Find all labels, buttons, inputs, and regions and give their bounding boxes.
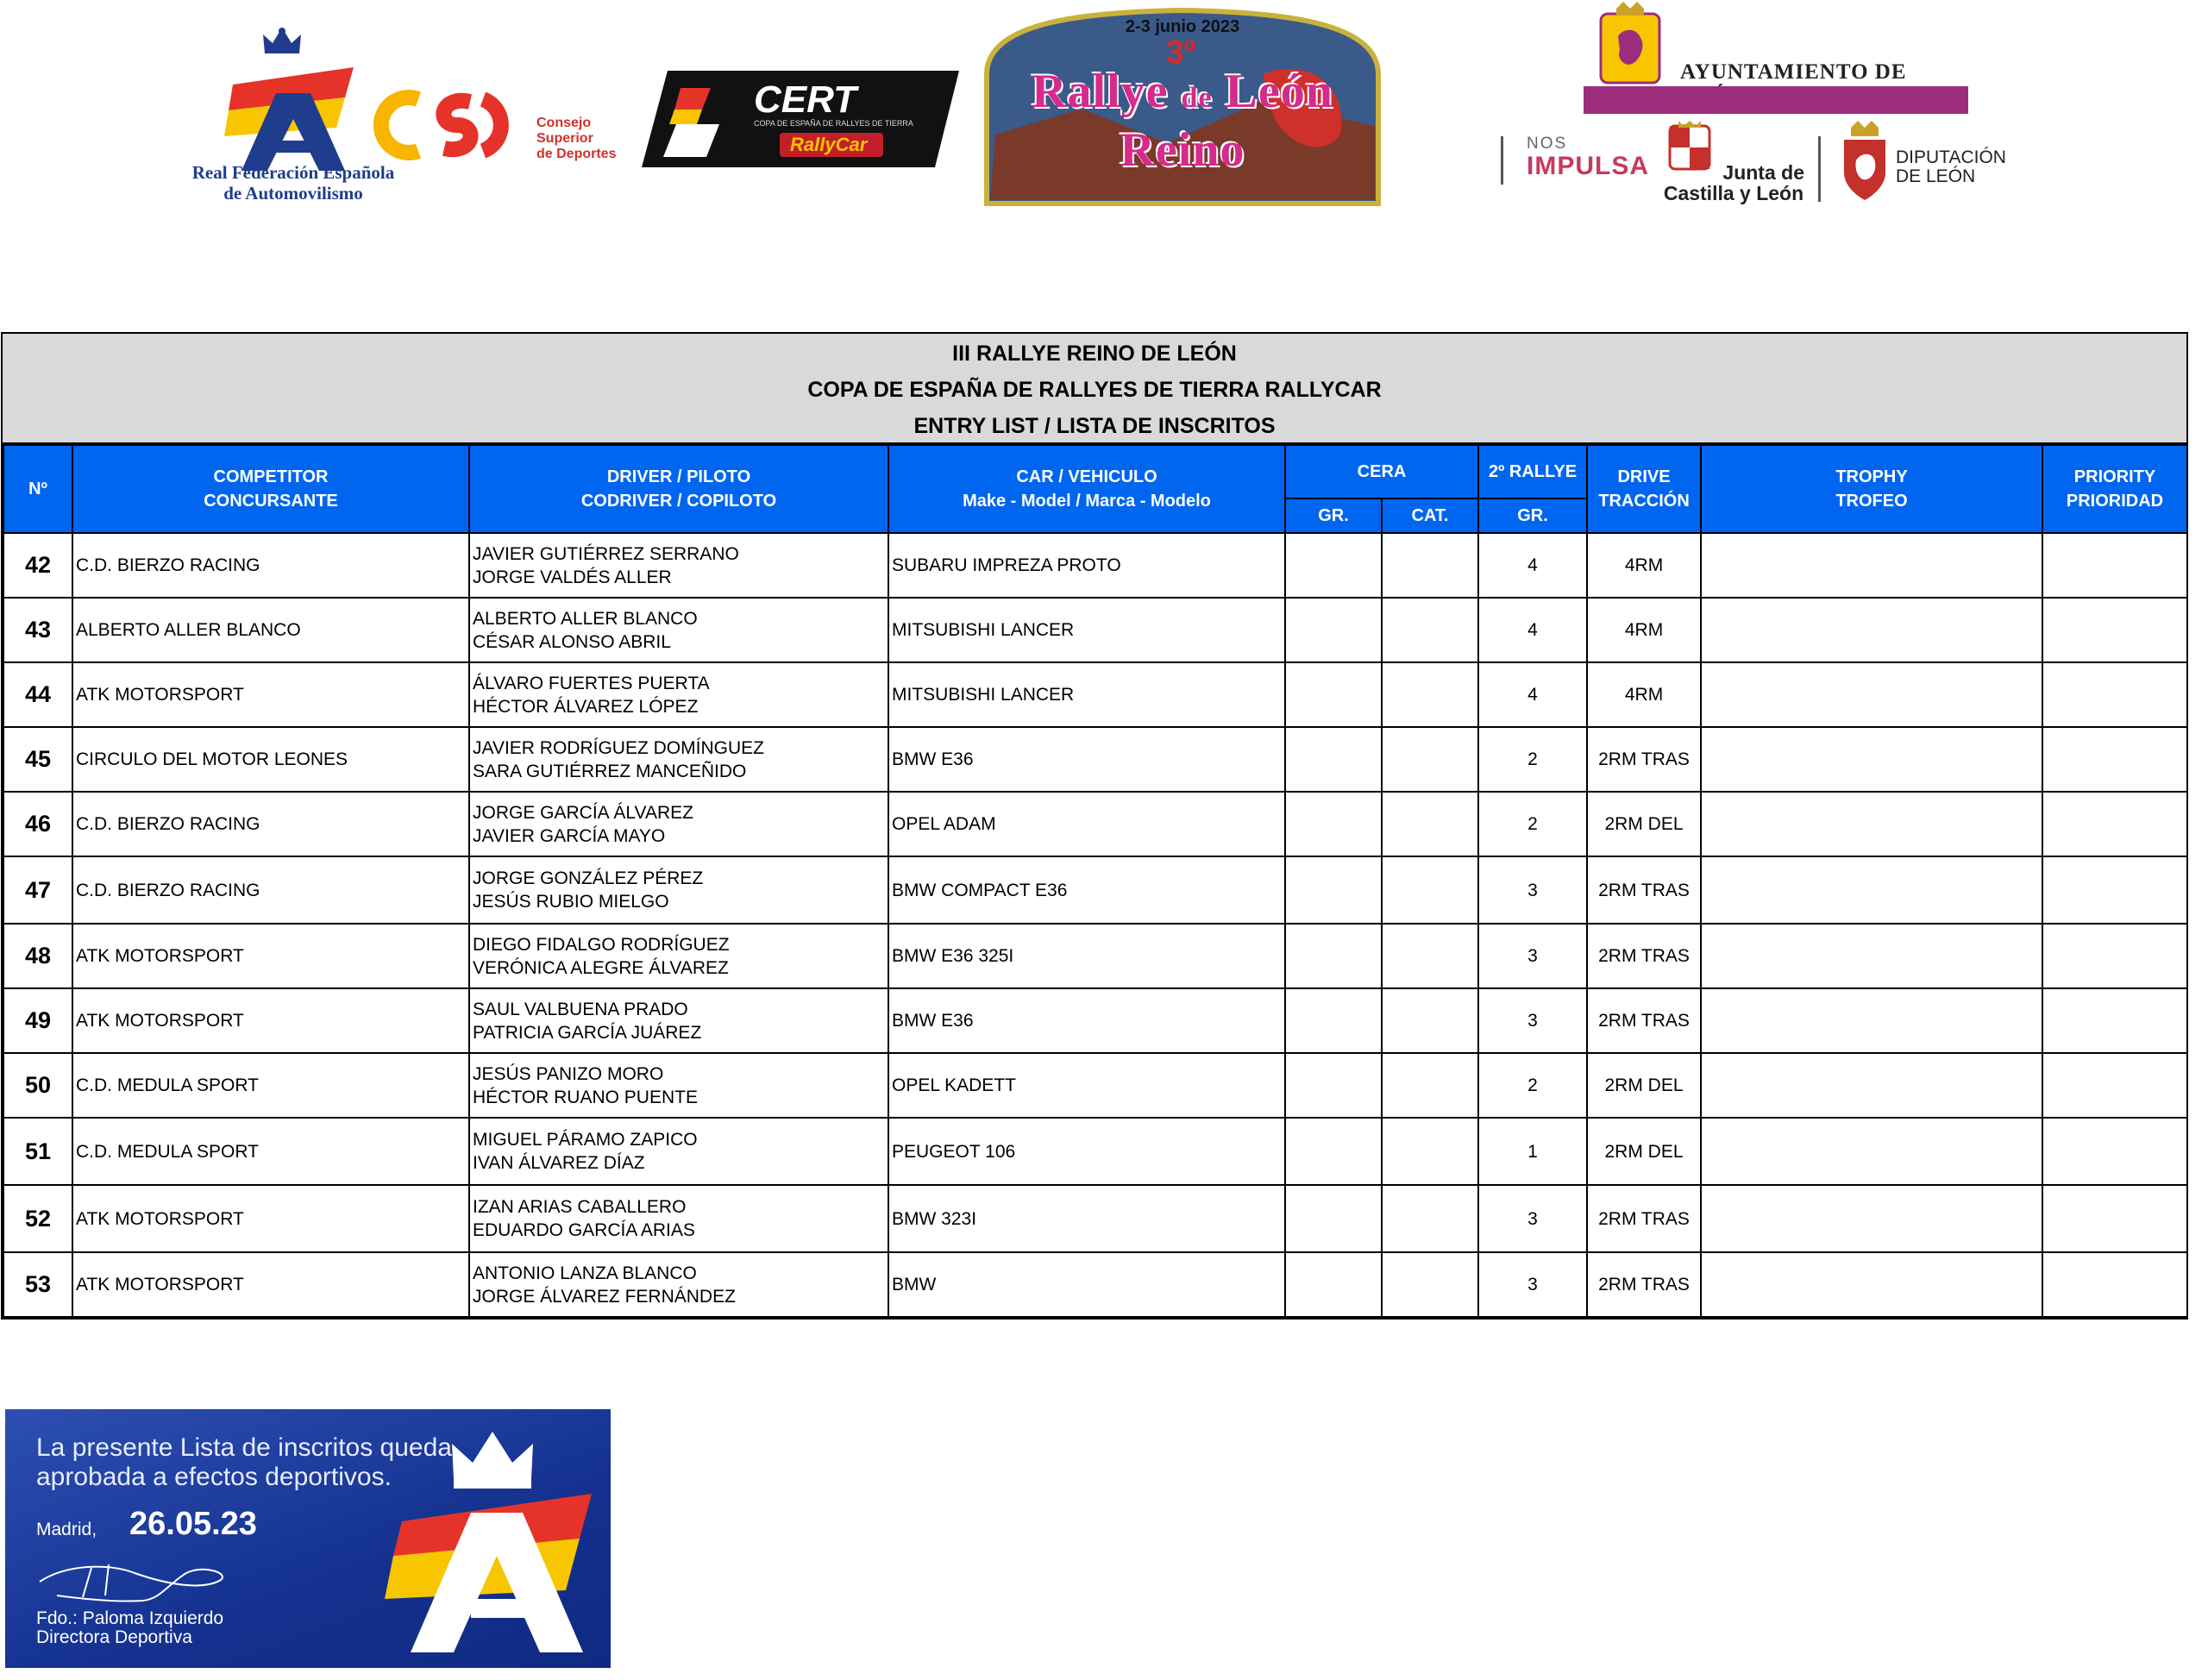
cell-cera-cat: [1382, 598, 1478, 662]
cell-priority: [2042, 792, 2187, 856]
cell-cera-cat: [1382, 727, 1478, 792]
cell-priority: [2042, 533, 2187, 598]
col-cera: CERA: [1285, 445, 1478, 498]
cell-gr: 3: [1478, 1252, 1587, 1317]
cell-priority: [2042, 1053, 2187, 1118]
cell-gr: 3: [1478, 924, 1587, 988]
col-rallye2: 2º RALLYE: [1478, 445, 1587, 498]
cell-no: 50: [3, 1053, 72, 1118]
driver-name: JAVIER GUTIÉRREZ SERRANO: [473, 543, 739, 564]
cell-drive: 2RM TRAS: [1587, 924, 1701, 988]
cell-no: 49: [3, 988, 72, 1053]
cell-driver: [469, 1118, 888, 1185]
cell-cera-cat: [1382, 1053, 1478, 1118]
cell-cera-gr: [1285, 1118, 1382, 1185]
cell-competitor: C.D. MEDULA SPORT: [72, 1118, 469, 1185]
cell-car: MITSUBISHI LANCER: [888, 598, 1285, 662]
cell-cera-gr: [1285, 1185, 1382, 1252]
cell-driver: [469, 727, 888, 792]
table-row: [3, 662, 2187, 727]
cell-cera-gr: [1285, 988, 1382, 1053]
rfeda-a-icon: [385, 1426, 600, 1661]
driver-name: IZAN ARIAS CABALLERO: [473, 1197, 687, 1217]
cell-gr: 3: [1478, 1185, 1587, 1252]
codriver-name: PATRICIA GARCÍA JUÁREZ: [473, 1022, 702, 1043]
col-drive: DRIVE TRACCIÓN: [1587, 445, 1701, 533]
table-row: [3, 727, 2187, 792]
cell-trophy: [1701, 792, 2042, 856]
cell-trophy: [1701, 662, 2042, 727]
cell-competitor: ATK MOTORSPORT: [72, 662, 469, 727]
cell-cera-gr: [1285, 792, 1382, 856]
cell-no: 51: [3, 1118, 72, 1185]
rfeda-a-icon: [224, 59, 362, 179]
driver-name: ÁLVARO FUERTES PUERTA: [473, 673, 710, 693]
cell-competitor: C.D. MEDULA SPORT: [72, 1053, 469, 1118]
codriver-name: JAVIER GARCÍA MAYO: [473, 825, 666, 846]
cell-car: BMW E36 325I: [888, 924, 1285, 988]
cell-trophy: [1701, 988, 2042, 1053]
cell-trophy: [1701, 1053, 2042, 1118]
rallye-plate-logo: [978, 5, 1387, 209]
table-row: [3, 856, 2187, 924]
junta-line1: Junta de: [1722, 161, 1804, 184]
cell-trophy: [1701, 856, 2042, 924]
cell-drive: 2RM DEL: [1587, 1053, 1701, 1118]
csd-line3: de Deportes: [536, 147, 617, 161]
cell-gr: 3: [1478, 856, 1587, 924]
cell-car: PEUGEOT 106: [888, 1118, 1285, 1185]
stamp-date: 26.05.23: [129, 1506, 257, 1542]
cell-cera-cat: [1382, 988, 1478, 1053]
cell-priority: [2042, 662, 2187, 727]
cell-competitor: ATK MOTORSPORT: [72, 1252, 469, 1317]
table-row: [3, 924, 2187, 988]
rfeda-name-line1: Real Federación Española: [191, 162, 395, 183]
cell-trophy: [1701, 1118, 2042, 1185]
junta-line2: Castilla y León: [1663, 182, 1804, 204]
csd-line2: Superior: [536, 131, 593, 146]
plate-connector: de: [1181, 82, 1213, 114]
junta-logo: [1656, 119, 1811, 205]
nos-impulsa-logo: [1501, 129, 1665, 190]
table-row: [3, 533, 2187, 598]
table-title: [3, 334, 2186, 444]
cell-drive: 2RM DEL: [1587, 792, 1701, 856]
cell-cera-gr: [1285, 924, 1382, 988]
plate-dates: 2-3 junio 2023: [1125, 17, 1240, 36]
cell-cera-cat: [1382, 1118, 1478, 1185]
cell-cera-gr: [1285, 856, 1382, 924]
cell-driver: [469, 988, 888, 1053]
cell-driver: [469, 1252, 888, 1317]
cell-car: BMW 323I: [888, 1185, 1285, 1252]
cell-gr: 3: [1478, 988, 1587, 1053]
ayuntamiento-bar: [1584, 86, 1968, 114]
cell-competitor: C.D. BIERZO RACING: [72, 792, 469, 856]
col-priority: PRIORITY PRIORIDAD: [2042, 445, 2187, 533]
cell-cera-cat: [1382, 1185, 1478, 1252]
codriver-name: HÉCTOR ÁLVAREZ LÓPEZ: [473, 696, 699, 717]
cell-drive: 2RM TRAS: [1587, 727, 1701, 792]
csd-line1: Consejo: [536, 116, 592, 130]
table-row: [3, 1252, 2187, 1317]
col-rallye2-gr: GR.: [1478, 498, 1587, 533]
cell-cera-cat: [1382, 1252, 1478, 1317]
stamp-signer: Fdo.: Paloma Izquierdo: [36, 1608, 224, 1628]
cell-competitor: C.D. BIERZO RACING: [72, 856, 469, 924]
driver-name: JESÚS PANIZO MORO: [473, 1063, 664, 1084]
cell-gr: 2: [1478, 1053, 1587, 1118]
col-cera-gr: GR.: [1285, 498, 1382, 533]
approval-stamp: [5, 1409, 611, 1668]
plate-edition: 3º: [1165, 34, 1196, 71]
cell-drive: 4RM: [1587, 533, 1701, 598]
codriver-name: HÉCTOR RUANO PUENTE: [473, 1087, 698, 1107]
cell-cera-gr: [1285, 662, 1382, 727]
cell-gr: 2: [1478, 727, 1587, 792]
codriver-name: CÉSAR ALONSO ABRIL: [473, 631, 671, 652]
cell-driver: [469, 792, 888, 856]
cell-car: BMW COMPACT E36: [888, 856, 1285, 924]
cell-priority: [2042, 727, 2187, 792]
col-trophy: TROPHY TROFEO: [1701, 445, 2042, 533]
driver-name: MIGUEL PÁRAMO ZAPICO: [473, 1130, 698, 1150]
stamp-role: Directora Deportiva: [36, 1627, 192, 1647]
cell-trophy: [1701, 727, 2042, 792]
cell-driver: [469, 533, 888, 598]
cell-priority: [2042, 856, 2187, 924]
cell-cera-cat: [1382, 533, 1478, 598]
driver-name: ALBERTO ALLER BLANCO: [473, 608, 698, 629]
cert-badge: RallyCar: [790, 134, 868, 155]
driver-name: ANTONIO LANZA BLANCO: [473, 1263, 697, 1283]
cell-no: 43: [3, 598, 72, 662]
cell-priority: [2042, 1252, 2187, 1317]
col-driver: DRIVER / PILOTO CODRIVER / COPILOTO: [469, 445, 888, 533]
cell-car: OPEL KADETT: [888, 1053, 1285, 1118]
plate-line1: Rallye: [1032, 65, 1169, 118]
cell-car: BMW: [888, 1252, 1285, 1317]
cell-competitor: C.D. BIERZO RACING: [72, 533, 469, 598]
plate-line3: León: [1225, 65, 1333, 118]
driver-name: JORGE GONZÁLEZ PÉREZ: [473, 868, 704, 888]
cell-cera-gr: [1285, 598, 1382, 662]
cell-drive: 2RM TRAS: [1587, 988, 1701, 1053]
cell-competitor: CIRCULO DEL MOTOR LEONES: [72, 727, 469, 792]
diputacion-shield-icon: [1839, 121, 1891, 204]
cell-no: 44: [3, 662, 72, 727]
cell-gr: 4: [1478, 598, 1587, 662]
rfeda-name-line2: de Automovilismo: [223, 183, 363, 204]
cell-no: 42: [3, 533, 72, 598]
cell-no: 46: [3, 792, 72, 856]
cell-cera-cat: [1382, 662, 1478, 727]
cert-logo: [642, 71, 959, 167]
cell-drive: 4RM: [1587, 662, 1701, 727]
table-row: [3, 598, 2187, 662]
cell-no: 52: [3, 1185, 72, 1252]
cell-driver: [469, 1053, 888, 1118]
cell-driver: [469, 856, 888, 924]
impulsa-text: IMPULSA: [1527, 152, 1649, 180]
cell-driver: [469, 598, 888, 662]
col-no: Nº: [3, 445, 72, 533]
cell-priority: [2042, 924, 2187, 988]
cell-car: BMW E36: [888, 988, 1285, 1053]
cell-cera-cat: [1382, 924, 1478, 988]
signature-icon: [31, 1547, 238, 1616]
ayuntamiento-text: AYUNTAMIENTO DE: [1680, 60, 1907, 84]
cell-car: SUBARU IMPREZA PROTO: [888, 533, 1285, 598]
plate-line2: Reino: [1120, 123, 1245, 177]
table-row: [3, 1118, 2187, 1185]
cell-no: 47: [3, 856, 72, 924]
cell-drive: 2RM DEL: [1587, 1118, 1701, 1185]
cell-competitor: ATK MOTORSPORT: [72, 924, 469, 988]
stamp-line1: La presente Lista de inscritos queda: [36, 1433, 452, 1462]
cell-driver: [469, 1185, 888, 1252]
stamp-city: Madrid,: [36, 1520, 97, 1539]
codriver-name: JORGE VALDÉS ALLER: [473, 567, 672, 587]
driver-name: JAVIER RODRÍGUEZ DOMÍNGUEZ: [473, 737, 764, 758]
driver-name: SAUL VALBUENA PRADO: [473, 999, 688, 1019]
driver-name: DIEGO FIDALGO RODRÍGUEZ: [473, 934, 730, 955]
leon-shield-icon: [1597, 2, 1663, 85]
rfeda-logo: [190, 24, 397, 205]
title-event: III RALLYE REINO DE LEÓN: [952, 342, 1237, 366]
cell-no: 53: [3, 1252, 72, 1317]
cell-gr: 4: [1478, 662, 1587, 727]
cert-title: CERT: [754, 78, 856, 121]
cell-driver: [469, 924, 888, 988]
cell-gr: 4: [1478, 533, 1587, 598]
crown-icon: [260, 24, 304, 57]
cell-cera-gr: [1285, 727, 1382, 792]
cell-cera-cat: [1382, 856, 1478, 924]
cell-car: MITSUBISHI LANCER: [888, 662, 1285, 727]
ayuntamiento-logo: [1578, 2, 1975, 117]
table-row: [3, 1185, 2187, 1252]
cell-competitor: ATK MOTORSPORT: [72, 1185, 469, 1252]
cell-trophy: [1701, 1185, 2042, 1252]
cell-drive: 2RM TRAS: [1587, 1185, 1701, 1252]
cell-gr: 1: [1478, 1118, 1587, 1185]
cell-car: OPEL ADAM: [888, 792, 1285, 856]
cell-cera-gr: [1285, 1053, 1382, 1118]
cell-no: 48: [3, 924, 72, 988]
codriver-name: VERÓNICA ALEGRE ÁLVAREZ: [473, 957, 729, 978]
col-car: CAR / VEHICULO Make - Model / Marca - Modelo: [888, 445, 1285, 533]
cell-cera-gr: [1285, 1252, 1382, 1317]
cell-competitor: ALBERTO ALLER BLANCO: [72, 598, 469, 662]
title-series: COPA DE ESPAÑA DE RALLYES DE TIERRA RALLYCAR: [807, 378, 1382, 402]
codriver-name: EDUARDO GARCÍA ARIAS: [473, 1220, 695, 1240]
driver-name: JORGE GARCÍA ÁLVAREZ: [473, 802, 693, 823]
codriver-name: JORGE ÁLVAREZ FERNÁNDEZ: [473, 1286, 736, 1307]
cell-competitor: ATK MOTORSPORT: [72, 988, 469, 1053]
codriver-name: JESÚS RUBIO MIELGO: [473, 892, 669, 912]
cell-no: 45: [3, 727, 72, 792]
cell-car: BMW E36: [888, 727, 1285, 792]
table-row: [3, 1053, 2187, 1118]
cell-drive: 2RM TRAS: [1587, 1252, 1701, 1317]
cell-trophy: [1701, 924, 2042, 988]
csd-letters-icon: [371, 86, 526, 164]
cert-subtitle: COPA DE ESPAÑA DE RALLYES DE TIERRA: [754, 119, 913, 128]
title-list: ENTRY LIST / LISTA DE INSCRITOS: [913, 414, 1276, 438]
cell-cera-cat: [1382, 792, 1478, 856]
diputacion-line2: DE LEÓN: [1896, 166, 1976, 186]
codriver-name: SARA GUTIÉRREZ MANCEÑIDO: [473, 761, 747, 781]
table-row: [3, 792, 2187, 856]
cell-gr: 2: [1478, 792, 1587, 856]
cell-priority: [2042, 598, 2187, 662]
cell-driver: [469, 662, 888, 727]
cell-trophy: [1701, 533, 2042, 598]
codriver-name: IVAN ÁLVAREZ DÍAZ: [473, 1153, 645, 1173]
csd-logo: [371, 86, 638, 172]
cell-drive: 2RM TRAS: [1587, 856, 1701, 924]
cell-priority: [2042, 1118, 2187, 1185]
entry-list-table: [1, 332, 2188, 1320]
cell-priority: [2042, 988, 2187, 1053]
nos-text: NOS: [1527, 135, 1568, 153]
cell-priority: [2042, 1185, 2187, 1252]
col-competitor: COMPETITOR CONCURSANTE: [72, 445, 469, 533]
col-cera-cat: CAT.: [1382, 498, 1478, 533]
diputacion-line1: DIPUTACIÓN: [1896, 147, 2006, 167]
diputacion-logo: [1818, 121, 2008, 207]
stamp-line2: aprobada a efectos deportivos.: [36, 1463, 392, 1491]
table-row: [3, 988, 2187, 1053]
cell-trophy: [1701, 1252, 2042, 1317]
cell-trophy: [1701, 598, 2042, 662]
cell-drive: 4RM: [1587, 598, 1701, 662]
cell-cera-gr: [1285, 533, 1382, 598]
